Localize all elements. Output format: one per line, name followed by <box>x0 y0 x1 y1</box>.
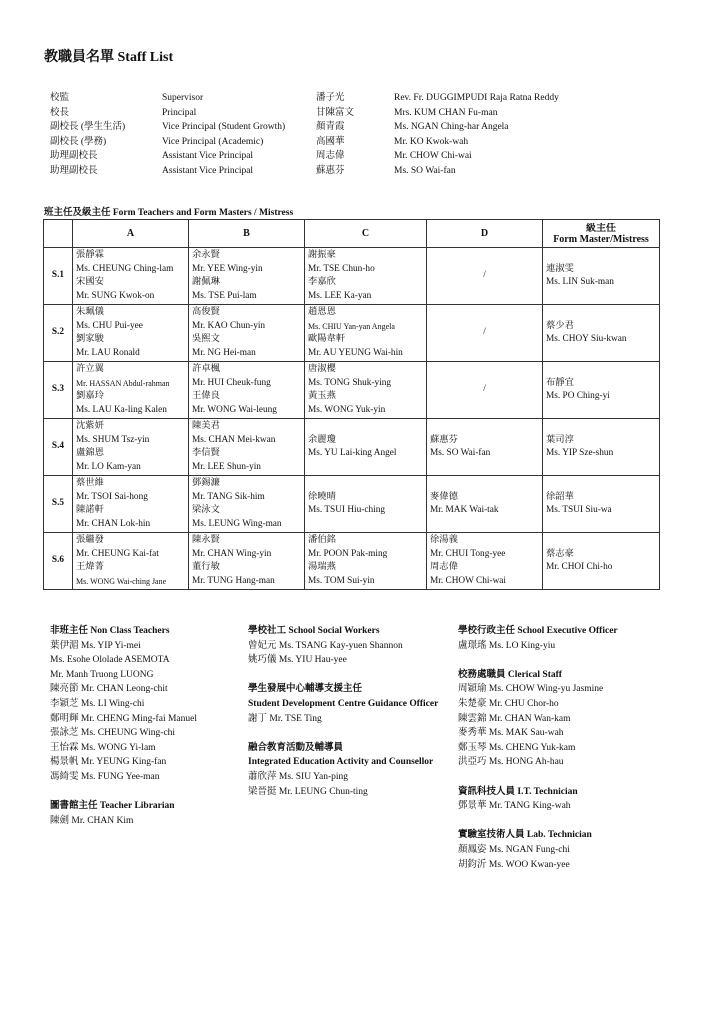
admin-name-en: Mr. CHOW Chi-wai <box>394 151 472 162</box>
teacher-name-en: Mr. LAU Ronald <box>76 347 140 358</box>
teacher-name-en: Mr. CHOW Chi-wai <box>430 575 507 586</box>
teacher-name-zh: 周志偉 <box>430 562 458 572</box>
staff-entry: Mr. Manh Truong LUONG <box>50 669 154 680</box>
teacher-name-en: Mr. SUNG Kwok-on <box>76 290 155 301</box>
form-label: S.1 <box>44 248 73 305</box>
teacher-name-en: Ms. SHUM Tsz-yin <box>76 434 150 445</box>
admin-row <box>50 135 650 150</box>
staff-entry: 楊景帆 Mr. YEUNG King-fan <box>50 757 167 768</box>
admin-staff-column <box>458 624 618 872</box>
group-heading: 融合教育活動及輔導員 <box>248 742 344 753</box>
teacher-name-en: Ms. LIN Suk-man <box>546 277 614 287</box>
teacher-name-en: Ms. WONG Yuk-yin <box>308 404 386 415</box>
admin-name-en: Mrs. KUM CHAN Fu-man <box>394 107 498 118</box>
teacher-name-en: Ms. WONG Wai-ching Jane <box>76 576 167 586</box>
teacher-name-zh: 陳美君 <box>192 421 220 431</box>
form-row <box>44 362 660 419</box>
admin-role-en: Vice Principal (Student Growth) <box>162 122 286 133</box>
staff-entry: 周穎瑜 Ms. CHOW Wing-yu Jasmine <box>458 684 604 695</box>
spacer <box>458 653 618 668</box>
class-a-cell <box>73 248 189 305</box>
class-b-cell <box>189 533 305 590</box>
group-heading: 非班主任 Non Class Teachers <box>50 626 170 636</box>
class-b-cell <box>189 419 305 476</box>
teacher-name-zh: 蔡世維 <box>76 478 104 488</box>
spacer <box>458 814 618 829</box>
staff-entry: 鄧景華 Mr. TANG King-wah <box>458 801 571 812</box>
staff-entry: 洪亞巧 Ms. HONG Ah-hau <box>458 757 564 768</box>
teacher-name-zh: 董行敏 <box>192 562 220 572</box>
teacher-name-en: Mr. AU YEUNG Wai-hin <box>308 347 403 358</box>
spacer <box>458 770 618 785</box>
teacher-name-zh: 宋國安 <box>76 277 104 287</box>
admin-role-zh: 助理副校長 <box>50 151 98 162</box>
header-form-master-en: Form Master/Mistress <box>553 233 649 245</box>
teacher-name-en: Mr. HUI Cheuk-fung <box>192 377 271 388</box>
spacer <box>248 726 438 741</box>
admin-row <box>50 120 650 135</box>
class-d-cell <box>427 362 543 419</box>
class-d-cell <box>427 305 543 362</box>
teacher-name-zh: 黃玉燕 <box>308 391 336 401</box>
header-form-master <box>543 220 660 248</box>
teacher-name-en: Ms. CHEUNG Ching-lam <box>76 263 174 274</box>
staff-entry: 盧璟瑤 Ms. LO King-yiu <box>458 640 556 651</box>
admin-role-en: Principal <box>162 107 197 118</box>
no-class-mark: / <box>483 270 486 281</box>
teacher-name-en: Ms. SO Wai-fan <box>430 448 491 458</box>
header-d: D <box>427 220 543 248</box>
teacher-name-zh: 唐淑櫻 <box>308 364 336 374</box>
table-header-row <box>44 220 660 248</box>
teacher-name-en: Mr. NG Hei-man <box>192 347 256 358</box>
teacher-name-zh: 沈紫妍 <box>76 421 104 431</box>
teacher-name-zh: 歐陽韋軒 <box>308 334 346 344</box>
class-b-cell <box>189 362 305 419</box>
form-master-cell <box>543 362 660 419</box>
form-label: S.3 <box>44 362 73 419</box>
teacher-name-en: Ms. TONG Shuk-ying <box>308 377 392 388</box>
form-label: S.4 <box>44 419 73 476</box>
form-teachers-heading: 班主任及級主任 Form Teachers and Form Masters / Mistress <box>44 208 294 218</box>
teacher-name-en: Ms. CHAN Mei-kwan <box>192 434 276 445</box>
teacher-name-zh: 陳永賢 <box>192 535 220 545</box>
teacher-name-zh: 余永賢 <box>192 250 220 260</box>
teacher-name-en: Ms. PO Ching-yi <box>546 391 610 401</box>
teacher-name-zh: 許卓楓 <box>192 364 220 374</box>
class-d-cell <box>427 476 543 533</box>
class-d-cell <box>427 419 543 476</box>
teacher-name-en: Ms. TSUI Hiu-ching <box>308 505 386 515</box>
admin-row <box>50 164 650 179</box>
class-c-cell <box>305 362 427 419</box>
staff-entry: 鄭明輝 Mr. CHENG Ming-fai Manuel <box>50 713 197 724</box>
form-master-cell <box>543 533 660 590</box>
teacher-name-en: Ms. YIP Sze-shun <box>546 448 614 458</box>
teacher-name-en: Mr. YEE Wing-yin <box>192 263 263 274</box>
form-master-cell <box>543 419 660 476</box>
admin-name-en: Ms. SO Wai-fan <box>394 165 456 176</box>
teacher-name-zh: 梁泳文 <box>192 505 220 515</box>
form-row <box>44 305 660 362</box>
spacer <box>248 668 438 683</box>
teacher-name-en: Ms. TSE Pui-lam <box>192 290 257 301</box>
class-c-cell <box>305 476 427 533</box>
group-heading: 實驗室技術人員 Lab. Technician <box>458 830 592 841</box>
teacher-name-zh: 鄧錫濂 <box>192 478 220 488</box>
group-heading: 校務處職員 Clerical Staff <box>458 669 562 680</box>
teacher-name-zh: 高俊賢 <box>192 307 220 317</box>
group-heading: Integrated Education Activity and Counsellor <box>248 757 434 768</box>
group-heading: 學校社工 School Social Workers <box>248 626 380 636</box>
teacher-name-zh: 葉司淳 <box>546 434 574 445</box>
admin-name-en: Mr. KO Kwok-wah <box>394 136 469 147</box>
teacher-name-zh: 謝振豪 <box>308 250 336 260</box>
teacher-name-en: Mr. HASSAN Abdul-rahman <box>76 378 170 388</box>
form-label: S.5 <box>44 476 73 533</box>
teacher-name-zh: 潘伯銘 <box>308 535 336 545</box>
no-class-mark: / <box>483 327 486 338</box>
form-label: S.2 <box>44 305 73 362</box>
group-heading: Student Development Centre Guidance Officer <box>248 698 439 709</box>
teacher-name-en: Ms. CHU Pui-yee <box>76 320 143 331</box>
class-c-cell <box>305 533 427 590</box>
teacher-name-en: Ms. TOM Sui-yin <box>308 575 375 586</box>
admin-row <box>50 149 650 164</box>
admin-role-zh: 副校長 (學生生活) <box>50 122 126 133</box>
admin-name-en: Ms. NGAN Ching-har Angela <box>394 122 509 133</box>
admin-role-en: Vice Principal (Academic) <box>162 136 264 147</box>
teacher-name-zh: 蔡少君 <box>546 320 574 331</box>
form-row <box>44 476 660 533</box>
teacher-name-en: Mr. CHUI Tong-yee <box>430 548 506 559</box>
group-heading: 學生發展中心輔導支援主任 <box>248 684 363 695</box>
form-row <box>44 419 660 476</box>
form-master-cell <box>543 305 660 362</box>
admin-role-en: Supervisor <box>162 93 204 103</box>
teacher-name-zh: 張靜霖 <box>76 250 104 260</box>
class-d-cell <box>427 533 543 590</box>
form-master-cell <box>543 476 660 533</box>
teacher-name-zh: 陳諾軒 <box>76 505 104 515</box>
admin-name-en: Rev. Fr. DUGGIMPUDI Raja Ratna Reddy <box>394 93 559 103</box>
teacher-name-en: Ms. YU Lai-king Angel <box>308 448 397 458</box>
teacher-name-zh: 吳熙文 <box>192 334 220 344</box>
teacher-name-zh: 徐曉晴 <box>308 491 336 502</box>
admin-role-zh: 副校長 (學務) <box>50 136 107 147</box>
admin-name-zh: 高國華 <box>316 136 345 147</box>
admin-name-zh: 蘇惠芬 <box>316 165 345 176</box>
no-class-mark: / <box>483 384 486 395</box>
staff-entry: 馮綺雯 Ms. FUNG Yee-man <box>50 771 160 782</box>
header-c: C <box>305 220 427 248</box>
header-a: A <box>73 220 189 248</box>
form-row <box>44 533 660 590</box>
teacher-name-zh: 蘇惠芬 <box>430 434 458 445</box>
staff-entry: 王怡霖 Ms. WONG Yi-lam <box>50 742 156 753</box>
teacher-name-en: Ms. CHIU Yan-yan Angela <box>308 321 395 331</box>
staff-entry: 梁晉挺 Mr. LEUNG Chun-ting <box>248 786 368 797</box>
staff-entry: 麥秀華 Ms. MAK Sau-wah <box>458 728 564 739</box>
class-a-cell <box>73 533 189 590</box>
admin-name-zh: 周志偉 <box>316 151 345 162</box>
teacher-name-en: Ms. TSUI Siu-wa <box>546 505 612 515</box>
form-row <box>44 248 660 305</box>
teacher-name-zh: 朱珮儀 <box>76 307 104 317</box>
class-c-cell <box>305 248 427 305</box>
group-heading: 資訊科技人員 I.T. Technician <box>458 786 578 797</box>
admin-name-zh: 潘子光 <box>316 93 345 103</box>
class-a-cell <box>73 419 189 476</box>
teacher-name-zh: 王煒菁 <box>76 562 104 572</box>
admin-role-en: Assistant Vice Principal <box>162 165 254 176</box>
class-b-cell <box>189 248 305 305</box>
staff-entry: 陳劍 Mr. CHAN Kim <box>50 815 134 826</box>
staff-entry: 李穎芝 Ms. LI Wing-chi <box>50 698 145 709</box>
teacher-name-en: Mr. MAK Wai-tak <box>430 505 499 515</box>
class-a-cell <box>73 305 189 362</box>
teacher-name-zh: 李嘉欣 <box>308 277 336 287</box>
header-blank <box>44 220 73 248</box>
admin-role-zh: 助理副校長 <box>50 165 98 176</box>
staff-entry: 曾妃元 Ms. TSANG Kay-yuen Shannon <box>248 640 403 651</box>
teacher-name-en: Ms. CHOY Siu-kwan <box>546 334 627 344</box>
teacher-name-zh: 劉家駿 <box>76 334 104 344</box>
teacher-name-zh: 張繼發 <box>76 535 104 545</box>
teacher-name-en: Ms. LAU Ka-ling Kalen <box>76 404 167 415</box>
teacher-name-en: Mr. CHEUNG Kai-fat <box>76 548 159 559</box>
staff-entry: 陳亮節 Mr. CHAN Leong-chit <box>50 684 168 695</box>
teacher-name-en: Mr. WONG Wai-leung <box>192 404 277 415</box>
teacher-name-zh: 李信賢 <box>192 448 220 458</box>
teacher-name-en: Mr. TSE Chun-ho <box>308 263 375 274</box>
group-heading: 學校行政主任 School Executive Officer <box>458 626 618 636</box>
group-heading: 圖書館主任 Teacher Librarian <box>50 801 175 812</box>
form-teachers-table <box>43 219 660 590</box>
staff-entry: 蕭欣萍 Ms. SIU Yan-ping <box>248 771 349 782</box>
teacher-name-zh: 王偉良 <box>192 391 220 401</box>
teacher-name-en: Mr. LEE Shun-yin <box>192 461 261 472</box>
teacher-name-zh: 麥偉德 <box>430 491 458 502</box>
teacher-name-zh: 徐韶華 <box>546 491 574 502</box>
teacher-name-zh: 蔡志豪 <box>546 548 574 559</box>
admin-role-en: Assistant Vice Principal <box>162 151 254 162</box>
class-a-cell <box>73 362 189 419</box>
staff-entry: 謝丁 Mr. TSE Ting <box>248 713 322 724</box>
class-d-cell <box>427 248 543 305</box>
staff-entry: 葉伊湄 Ms. YIP Yi-mei <box>50 640 141 651</box>
teacher-name-zh: 許立翼 <box>76 364 104 374</box>
staff-entry: 姚巧儀 Ms. YIU Hau-yee <box>248 655 347 666</box>
teacher-name-zh: 徐湯義 <box>430 535 458 545</box>
teacher-name-en: Mr. CHOI Chi-ho <box>546 562 613 572</box>
staff-entry: 鄭玉琴 Ms. CHENG Yuk-kam <box>458 742 576 753</box>
teacher-name-en: Mr. KAO Chun-yin <box>192 320 266 331</box>
teacher-name-zh: 盧錦恩 <box>76 448 104 458</box>
teacher-name-zh: 趙恩恩 <box>308 307 336 317</box>
teacher-name-en: Mr. TUNG Hang-man <box>192 575 275 586</box>
support-staff-column <box>248 624 438 799</box>
teacher-name-en: Mr. TANG Sik-him <box>192 491 265 502</box>
form-label: S.6 <box>44 533 73 590</box>
teacher-name-en: Mr. CHAN Wing-yin <box>192 548 272 559</box>
class-b-cell <box>189 476 305 533</box>
staff-entry: 胡鈞沂 Ms. WOO Kwan-yee <box>458 859 570 870</box>
class-c-cell <box>305 305 427 362</box>
teacher-name-zh: 布靜宜 <box>546 377 574 388</box>
administration-table <box>50 91 650 179</box>
teacher-name-en: Mr. CHAN Lok-hin <box>76 518 151 529</box>
admin-role-zh: 校長 <box>50 107 70 118</box>
form-master-cell <box>543 248 660 305</box>
teacher-name-en: Mr. TSOI Sai-hong <box>76 491 148 502</box>
class-b-cell <box>189 305 305 362</box>
teacher-name-zh: 劉嘉玲 <box>76 391 104 401</box>
class-c-cell <box>305 419 427 476</box>
staff-entry: 張詠芝 Ms. CHEUNG Wing-chi <box>50 728 176 739</box>
non-class-teachers-column <box>50 624 197 828</box>
teacher-name-zh: 湯瑞燕 <box>308 562 336 572</box>
admin-row <box>50 106 650 121</box>
page-title: 教職員名單 Staff List <box>44 50 174 65</box>
teacher-name-zh: 連淑雯 <box>546 263 574 274</box>
teacher-name-en: Mr. POON Pak-ming <box>308 548 388 559</box>
admin-name-zh: 甘陳富文 <box>316 107 355 118</box>
staff-entry: 顏鳳姿 Ms. NGAN Fung-chi <box>458 844 570 855</box>
admin-row <box>50 91 650 106</box>
teacher-name-en: Ms. LEUNG Wing-man <box>192 518 282 529</box>
staff-entry: 朱楚豪 Mr. CHU Chor-ho <box>458 698 559 709</box>
staff-entry: Ms. Esohe Ololade ASEMOTA <box>50 655 170 666</box>
teacher-name-en: Ms. LEE Ka-yan <box>308 290 372 301</box>
admin-role-zh: 校監 <box>50 93 70 103</box>
class-a-cell <box>73 476 189 533</box>
teacher-name-zh: 謝佩琳 <box>192 277 220 287</box>
teacher-name-zh: 余麗瓊 <box>308 434 336 445</box>
header-form-master-zh: 級主任 <box>586 222 616 234</box>
staff-entry: 陳雲錦 Mr. CHAN Wan-kam <box>458 713 571 724</box>
spacer <box>50 785 197 800</box>
header-b: B <box>189 220 305 248</box>
admin-name-zh: 顏青霞 <box>316 122 345 133</box>
teacher-name-en: Mr. LO Kam-yan <box>76 461 141 472</box>
